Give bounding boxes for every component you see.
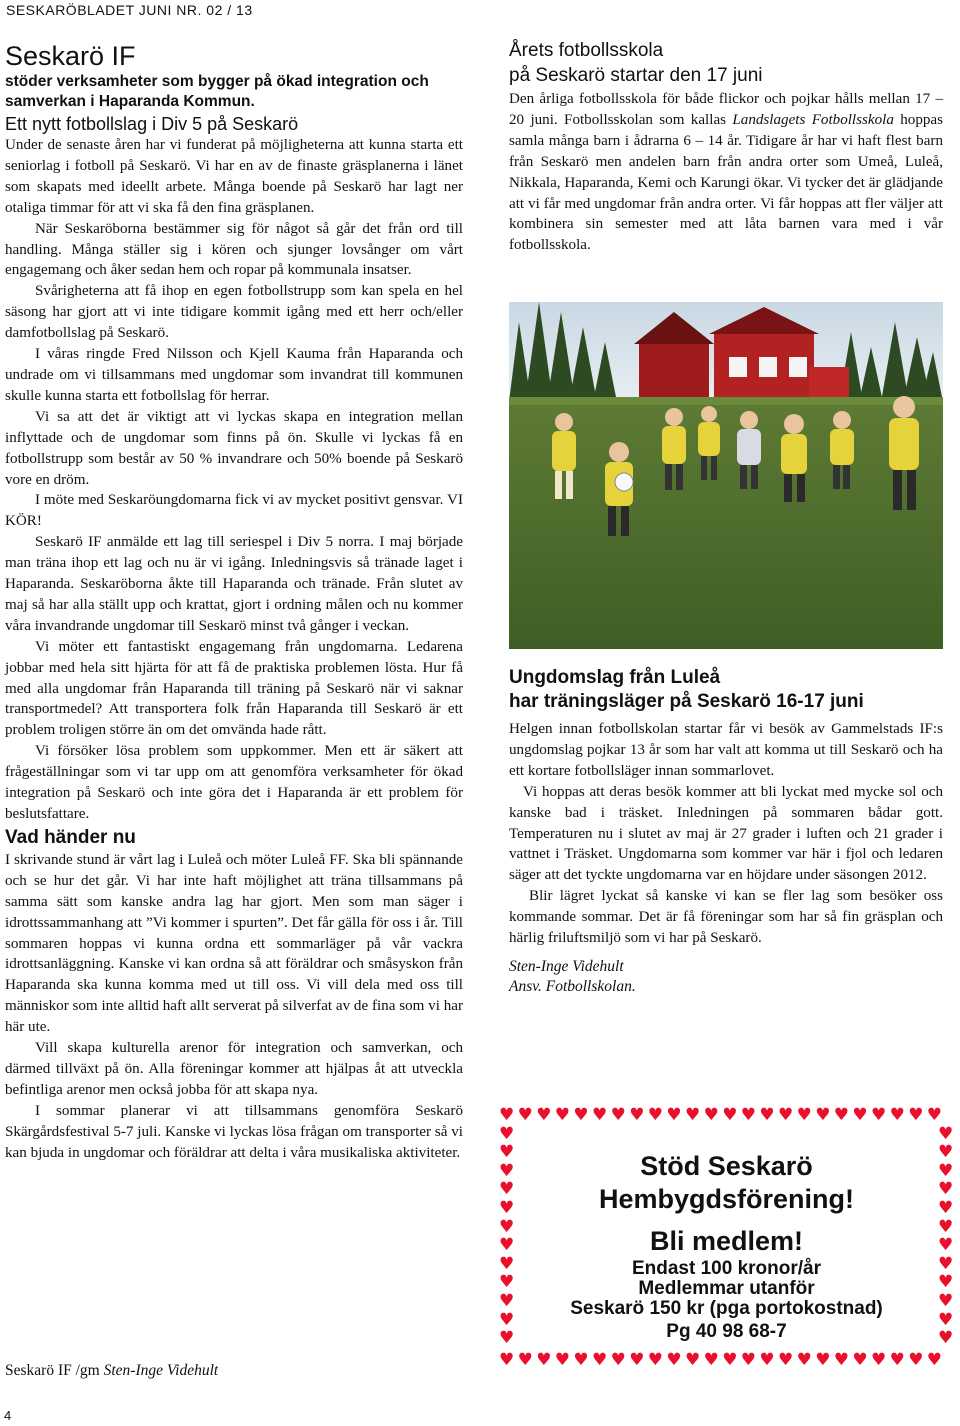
- text-run-italic: Landslagets Fotbollsskola: [732, 111, 894, 128]
- heart-icon: ♥: [871, 1350, 887, 1370]
- heart-icon: ♥: [740, 1350, 757, 1370]
- heart-icon: ♥: [499, 1142, 515, 1163]
- paragraph: Vi försöker lösa problem som uppkommer. Men ett är säkert att frågeställningar som vi tar upp om att genomföra verksamheter för ökad integration på Seskarö och inte göra det i Haparanda är ett problem för beslutsfattare.: [5, 743, 463, 822]
- football-school-body: [509, 89, 943, 256]
- paragraph: Vi möter ett fantastiskt engagemang från ungdomarna. Ledarena jobbar med hela sitt hjärta för att få de praktiska problemen lösta. Hur få med alla ungdomar från Haparanda till träning på Seskarö när vi saknar transportmedel? Att transportera folk från Haparanda till Seskarö är ett problem troligen större än om det omvända hade rått.: [5, 638, 463, 739]
- signature-role: Ansv. Fotbollskolan.: [509, 977, 636, 995]
- paragraph: Vill skapa kulturella arenor för integration och samverkan, och därmed tillväxt på ön. Alla föreningar kommer att hjälpas åt att utveckla befintliga arenor men också jobba för att skapa nya.: [5, 1040, 463, 1098]
- heading-line: på Seskarö startar den 17 juni: [509, 65, 763, 86]
- byline-author: Sten-Inge Videhult: [103, 1362, 219, 1379]
- ad-line-postgiro: Pg 40 98 68-7: [666, 1321, 787, 1342]
- heart-icon: ♥: [908, 1350, 924, 1370]
- ad-line-association: Hembygdsförening!: [598, 1184, 854, 1214]
- heart-icon: ♥: [499, 1105, 515, 1125]
- heart-icon: ♥: [722, 1350, 738, 1370]
- youth-team-body: [509, 719, 943, 949]
- heart-icon: ♥: [796, 1350, 812, 1370]
- heart-icon: ♥: [852, 1105, 868, 1125]
- paragraph: Vi sa att det är viktigt att vi lyckas skapa en integration mellan inflyttade och de ungdomar som finns på ön. Skulle vi lyckas få en fotbollstrupp som består av 50 % invandrare och 50% boende på Seskarö vore en dröm.: [5, 408, 463, 488]
- heart-icon: ♥: [938, 1198, 954, 1218]
- text-run: Den årliga fotbollsskola för både flickor och pojkar hålls mellan 17 – 20 juni. Fotbollsskolan som kallas: [509, 91, 943, 128]
- heart-icon: ♥: [778, 1350, 794, 1370]
- heart-icon: ♥: [666, 1350, 682, 1370]
- heading-line: har träningsläger på Seskarö 16-17 juni: [509, 691, 864, 712]
- paragraph: I möte med Seskaröungdomarna fick vi av mycket positivt gensvar. VI KÖR!: [5, 492, 463, 530]
- running-head: SESKARÖBLADET JUNI NR. 02 / 13: [6, 2, 253, 18]
- heart-icon: ♥: [573, 1105, 589, 1125]
- heart-icon: ♥: [703, 1105, 719, 1125]
- heart-icon: ♥: [499, 1253, 515, 1274]
- ad-line-support: Stöd Seskarö: [640, 1151, 813, 1181]
- text-run: hoppas samla många barn i ådrarna 6 – 14 år. Tidigare år har vi haft flest barn från Seskarö men andelen barn från andra orter som Umeå, Luleå, Nikkala, Haparanda, Kemi och Karungi ökar. Vi tycker det är glädjande att vi får med ungdomar från andra orter. Vi får hoppas att fler väljer att kombinera sin semester med att låta barnen vara med i vår fotbollsskola.: [509, 111, 943, 254]
- heart-icon: ♥: [499, 1235, 515, 1256]
- heart-icon: ♥: [938, 1179, 954, 1200]
- youth-team-heading: [509, 666, 943, 714]
- heart-icon: ♥: [815, 1105, 831, 1125]
- paragraph: Vi hoppas att deras besök kommer att bli lyckat med mycke sol och kanske bad i träsket. Inledningen på sommaren bådar gott. Temperaturen nu i slutet av maj är 27 grader i luften och 21 grader i vattnet i Träsket. Ungdomarna som kommer var här i fjol och ledaren säger att det tyckte ungdomarna var en höjdare under säsongen 2012.: [509, 783, 943, 884]
- heart-icon: ♥: [938, 1309, 954, 1330]
- heart-icon: ♥: [499, 1291, 515, 1311]
- heading-line: Årets fotbollsskola: [509, 40, 664, 61]
- heart-icon: ♥: [499, 1309, 515, 1330]
- heart-icon: ♥: [554, 1105, 571, 1125]
- paragraph: När Seskaröborna bestämmer sig för något så går det från ord till handling. Många ställer sig i kören och sjunger lovsånger om vårt engagemang och åker sedan hem och ropar på kommunala insatser.: [5, 220, 463, 279]
- heart-icon: ♥: [499, 1179, 515, 1200]
- heart-icon: ♥: [759, 1350, 775, 1370]
- heart-icon: ♥: [926, 1105, 943, 1125]
- section-body-new-team: [5, 135, 463, 825]
- heart-icon: ♥: [833, 1350, 850, 1370]
- section-heading-new-team: Ett nytt fotbollslag i Div 5 på Seskarö: [5, 114, 299, 134]
- article-byline: [5, 1361, 218, 1381]
- section-heading-what-now: Vad händer nu: [5, 826, 136, 848]
- ad-line-become-member: Bli medlem!: [649, 1226, 804, 1256]
- right-column: [509, 38, 943, 256]
- heart-icon: ♥: [536, 1350, 552, 1370]
- heart-icon: ♥: [629, 1350, 645, 1370]
- heart-icon: ♥: [908, 1105, 924, 1125]
- heart-icon: ♥: [499, 1160, 515, 1181]
- heart-icon: ♥: [499, 1350, 515, 1370]
- heart-icon: ♥: [499, 1272, 515, 1293]
- article-subtitle: stöder verksamheter som bygger på ökad integration och samverkan i Haparanda Kommun.: [5, 73, 429, 110]
- heart-icon: ♥: [796, 1105, 812, 1125]
- paragraph: Helgen innan fotbollskolan startar får vi besök av Gammelstads IF:s ungdomslag pojkar 13 år som har valt att komma ut till Seskarö och ha ett kortare fotbollsläger innan sommarlovet.: [509, 721, 943, 779]
- heart-icon: ♥: [610, 1350, 626, 1370]
- byline-prefix: Seskarö IF /gm: [5, 1362, 104, 1379]
- ad-line-price: Endast 100 kronor/år: [631, 1258, 822, 1279]
- heart-icon: ♥: [573, 1350, 589, 1370]
- paragraph: Svårigheterna att få ihop en egen fotbollstrupp som kan spela en hel säsong har gjort att vi inte tidigare kommit igång med ett herr och/eller damfotbollslag på Seskarö.: [5, 283, 463, 342]
- left-column: [5, 40, 463, 1164]
- heart-icon: ♥: [938, 1328, 954, 1349]
- ad-line-members-outside: Medlemmar utanför: [638, 1278, 815, 1299]
- heart-icon: ♥: [938, 1272, 954, 1293]
- heart-icon: ♥: [536, 1105, 552, 1125]
- paragraph: Blir lägret lyckat så kanske vi kan se fler lag som besöker oss kommande sommar. Det är få föreningar som har så fin gräsplan och härlig friluftsmiljö som vi har på Seskarö.: [509, 888, 943, 947]
- membership-ad: [499, 1107, 954, 1369]
- heart-icon: ♥: [759, 1105, 775, 1125]
- paragraph: I skrivande stund är vårt lag i Luleå och möter Luleå FF. Ska bli spännande och se hur det går. Vi har inte haft möjlighet att träna tillsammans på samma sätt som kanske andra lag har gjort. Men som man säger i idrottssammanhang att ”Vi kommer i spurten”. Det får gälla för oss i år. Till sommaren hoppas vi kunna ordna ett sommarläger på vår vackra idrottsanläggning. Kanske vi kan ordna så att föräldrar och småsyskon från Haparanda ska kunna komma med ut till oss. Vi vill dela med oss till människor som inte alltid haft allt serverat på silverfat av de fina som vi har här ute.: [5, 851, 463, 1036]
- heart-icon: ♥: [592, 1350, 608, 1370]
- heart-icon: ♥: [499, 1216, 515, 1237]
- heart-icon: ♥: [938, 1253, 954, 1274]
- football-school-heading: [509, 38, 943, 88]
- paragraph: [509, 89, 943, 256]
- heart-icon: ♥: [685, 1350, 701, 1370]
- heart-icon: ♥: [703, 1350, 719, 1370]
- heart-icon: ♥: [499, 1198, 515, 1218]
- youth-team-article: [509, 666, 943, 997]
- football-photo-illustration: [509, 302, 943, 649]
- heart-icon: ♥: [666, 1105, 682, 1125]
- heart-icon: ♥: [926, 1350, 943, 1370]
- heart-icon: ♥: [629, 1105, 645, 1125]
- heart-icon: ♥: [938, 1291, 954, 1311]
- heart-icon: ♥: [517, 1350, 533, 1370]
- heart-icon: ♥: [938, 1235, 954, 1256]
- heart-icon: ♥: [889, 1350, 905, 1370]
- heart-icon: ♥: [610, 1105, 626, 1125]
- heart-icon: ♥: [499, 1123, 515, 1144]
- heading-line: Ungdomslag från Luleå: [509, 667, 721, 688]
- heart-icon: ♥: [722, 1105, 738, 1125]
- heart-icon: ♥: [852, 1350, 868, 1370]
- heart-icon: ♥: [517, 1105, 533, 1125]
- paragraph: I våras ringde Fred Nilsson och Kjell Kauma från Haparanda och undrade om vi tillsammans med ungdomar som invandrat till kommunen skulle kunna starta ett fotbollslag för herrar.: [5, 346, 463, 404]
- heart-icon: ♥: [499, 1328, 515, 1349]
- heart-icon: ♥: [554, 1350, 571, 1370]
- heart-icon: ♥: [938, 1142, 954, 1163]
- article-title: Seskarö IF: [5, 41, 136, 71]
- heart-icon: ♥: [815, 1350, 831, 1370]
- heart-icon: ♥: [778, 1105, 794, 1125]
- heart-icon: ♥: [685, 1105, 701, 1125]
- heart-icon: ♥: [938, 1216, 954, 1237]
- paragraph: Seskarö IF anmälde ett lag till seriespel i Div 5 norra. I maj började man träna ihop ett lag och nu är vi igång. Inledningsvis så tränade laget i Haparanda. Seskaröborna åkte till Haparanda och tränade. Från slutet av maj så har alla ställt upp och krattat, gjort i ordning målen och nu kommer våra invandrande ungdomar till Seskarö minst två gånger i veckan.: [5, 534, 463, 634]
- heart-icon: ♥: [871, 1105, 887, 1125]
- page-number: 4: [4, 1408, 12, 1423]
- heart-icon: ♥: [647, 1350, 664, 1370]
- football-photo: [509, 302, 943, 649]
- heart-icon: ♥: [740, 1105, 757, 1125]
- heart-icon: ♥: [938, 1123, 954, 1144]
- heart-icon: ♥: [647, 1105, 664, 1125]
- paragraph: Under de senaste åren har vi funderat på möjligheterna att kunna starta ett seniorlag i fotboll på Seskarö. Vi har en av de finaste gräsplanerna i länet som skapats med ideellt arbete. Många boende på Seskarö har lagt ner otaliga timmar för att vi ska få den fina gräsplanen.: [5, 137, 463, 216]
- ad-line-outside-price: Seskarö 150 kr (pga portokostnad): [570, 1298, 883, 1319]
- heart-icon: ♥: [592, 1105, 608, 1125]
- paragraph: I sommar planerar vi att tillsammans genomföra Seskarö Skärgårdsfestival 5-7 juli. Kanske vi lyckas lösa frågan om transporter så vi kan bjuda in ungdomar och föräldrar att delta i våra musikaliska aktiviteter.: [5, 1102, 463, 1161]
- heart-icon: ♥: [938, 1160, 954, 1181]
- heart-icon: ♥: [889, 1105, 905, 1125]
- signature-name: Sten-Inge Videhult: [509, 957, 624, 975]
- heart-icon: ♥: [833, 1105, 850, 1125]
- section-body-what-now: [5, 850, 463, 1164]
